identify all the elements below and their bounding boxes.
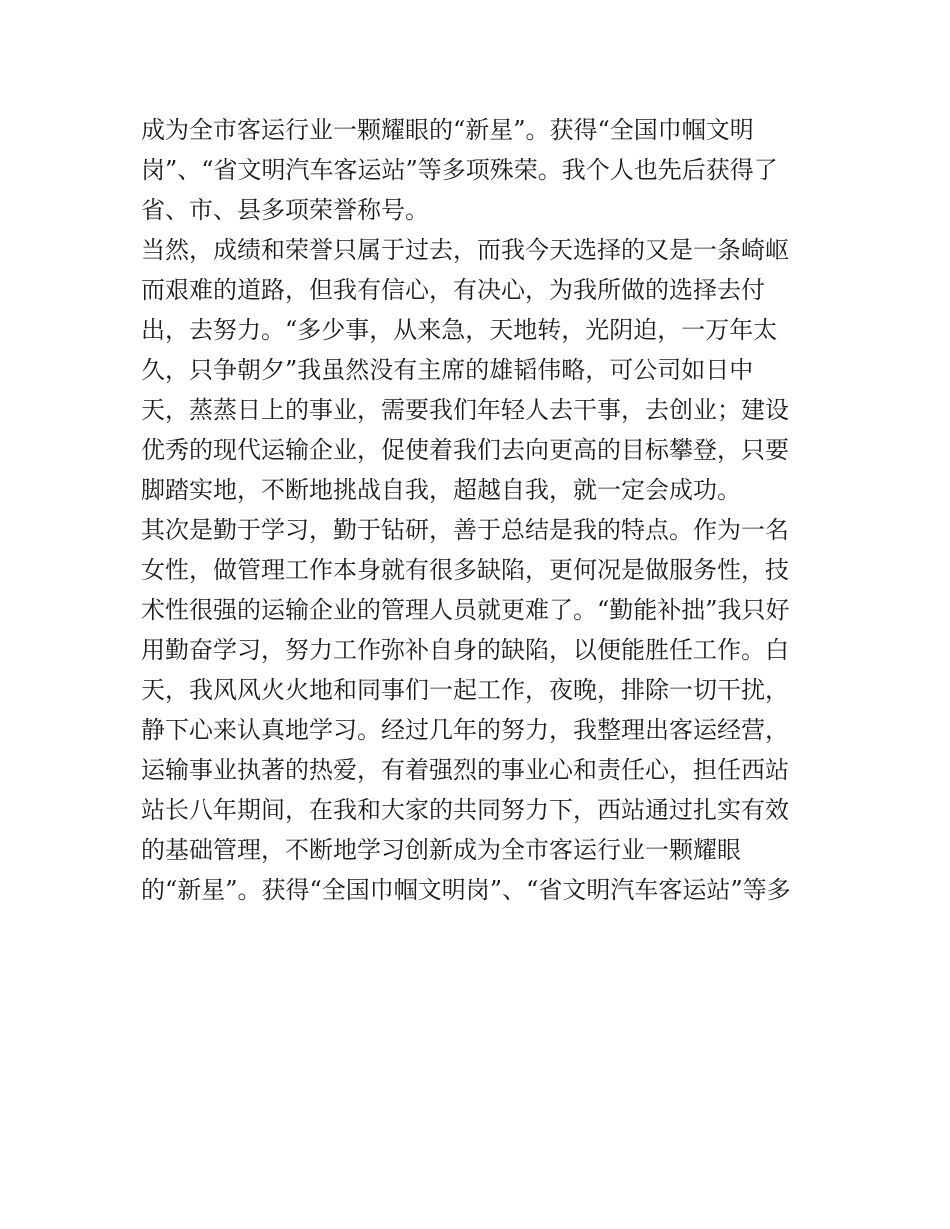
text-line: 久，只争朝夕”我虽然没有主席的雄韬伟略，可公司如日中	[141, 356, 754, 384]
text-line: 用勤奋学习，努力工作弥补自身的缺陷，以便能胜任工作。白	[141, 636, 789, 664]
text-line: 岗”、“省文明汽车客运站”等多项殊荣。我个人也先后获得了	[141, 156, 778, 184]
text-line: 成为全市客运行业一颗耀眼的“新星”。获得“全国巾帼文明	[141, 116, 754, 144]
text-line: 站长八年期间，在我和大家的共同努力下，西站通过扎实有效	[141, 796, 789, 824]
text-line: 当然，成绩和荣誉只属于过去，而我今天选择的又是一条崎岖	[141, 236, 789, 264]
text-line: 脚踏实地，不断地挑战自我，超越自我，就一定会成功。	[141, 476, 741, 504]
text-line: 省、市、县多项荣誉称号。	[141, 196, 429, 224]
text-line: 出，去努力。“多少事，从来急，天地转，光阴迫，一万年太	[141, 316, 778, 344]
text-line: 优秀的现代运输企业，促使着我们去向更高的目标攀登，只要	[141, 436, 789, 464]
text-line: 的“新星”。获得“全国巾帼文明岗”、“省文明汽车客运站”等多	[141, 876, 791, 904]
text-line: 静下心来认真地学习。经过几年的努力，我整理出客运经营，	[141, 716, 789, 744]
text-line: 女性，做管理工作本身就有很多缺陷，更何况是做服务性，技	[141, 556, 789, 584]
document-body	[141, 110, 831, 910]
text-line: 的基础管理，不断地学习创新成为全市客运行业一颗耀眼	[141, 836, 741, 864]
text-line: 而艰难的道路，但我有信心，有决心，为我所做的选择去付	[141, 276, 765, 304]
text-line: 运输事业执著的热爱，有着强烈的事业心和责任心，担任西站	[141, 756, 789, 784]
text-line: 天，我风风火火地和同事们一起工作，夜晚，排除一切干扰，	[141, 676, 789, 704]
text-line: 术性很强的运输企业的管理人员就更难了。“勤能补拙”我只好	[141, 596, 790, 624]
text-line: 天，蒸蒸日上的事业，需要我们年轻人去干事，去创业；建设	[141, 396, 789, 424]
text-line: 其次是勤于学习，勤于钻研，善于总结是我的特点。作为一名	[141, 516, 789, 544]
